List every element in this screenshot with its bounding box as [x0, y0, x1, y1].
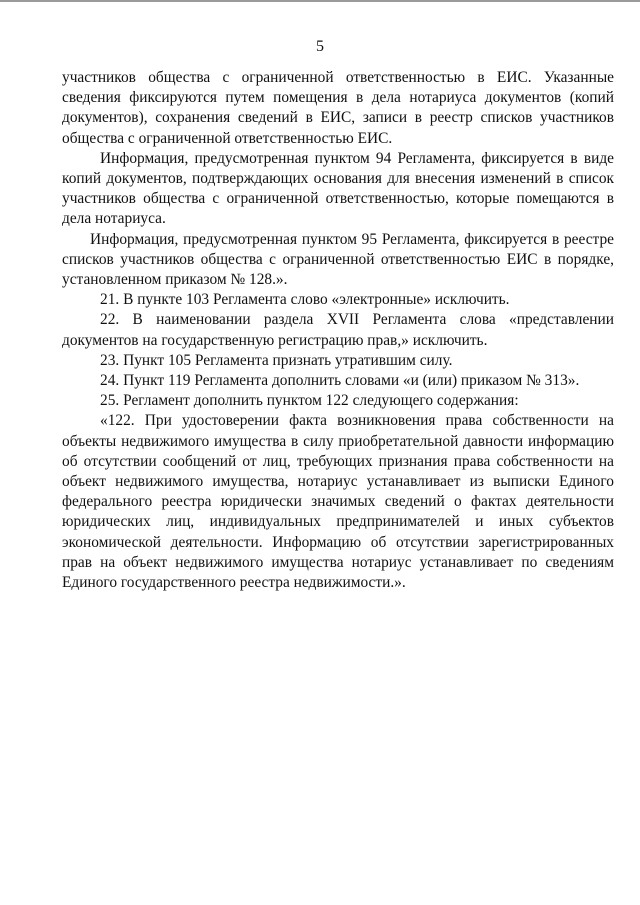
paragraph-point-122-text: «122. При удостоверении факта возникновения права собственности на объекты недвижимого имущества в силу приобретательной давности информацию об отсутствии сообщений от лиц, требующих признания права собственности на объект недвижимого имущества, нотариус устанавливает из выписки Единого федерального реестра юридически значимых сведений о фактах деятельности юридических лиц, индивидуальных предпринимателей и иных субъектов экономической деятельности. Информацию об отсутствии зарегистрированных прав на объект недвижимого имущества нотариус устанавливает по сведениям Единого государственного реестра недвижимости.».: [62, 412, 614, 592]
scan-top-edge: [0, 0, 640, 2]
page-number: 5: [316, 38, 324, 55]
paragraph-point-21: 21. В пункте 103 Регламента слово «электронные» исключить.: [100, 291, 510, 309]
paragraph-point-25: 25. Регламент дополнить пунктом 122 следующего содержания:: [100, 392, 519, 410]
paragraph-item-95: Информация, предусмотренная пунктом 95 Регламента, фиксируется в реестре списков участников общества с ограниченной ответственностью ЕИС в порядке, установленном приказом № 128.».: [62, 230, 614, 289]
paragraph-item-94: Информация, предусмотренная пунктом 94 Регламента, фиксируется в виде копий документов, подтверждающих основания для внесения изменений в список участников общества с ограниченной ответственностью, которые помещаются в дела нотариуса.: [62, 149, 614, 228]
paragraph-point-22: 22. В наименовании раздела XVII Регламента слова «представлении документов на государственную регистрацию прав,» исключить.: [62, 311, 614, 349]
document-body: [62, 68, 614, 593]
paragraph-point-24: 24. Пункт 119 Регламента дополнить словами «и (или) приказом № 313».: [100, 372, 580, 390]
paragraph-point-23: 23. Пункт 105 Регламента признать утратившим силу.: [100, 351, 453, 369]
paragraph-continuation: участников общества с ограниченной ответственностью в ЕИС. Указанные сведения фиксируются путем помещения в дела нотариуса документов (копий документов), сохранения сведений в ЕИС, записи в реестр списков участников общества с ограниченной ответственностью ЕИС.: [62, 69, 614, 147]
